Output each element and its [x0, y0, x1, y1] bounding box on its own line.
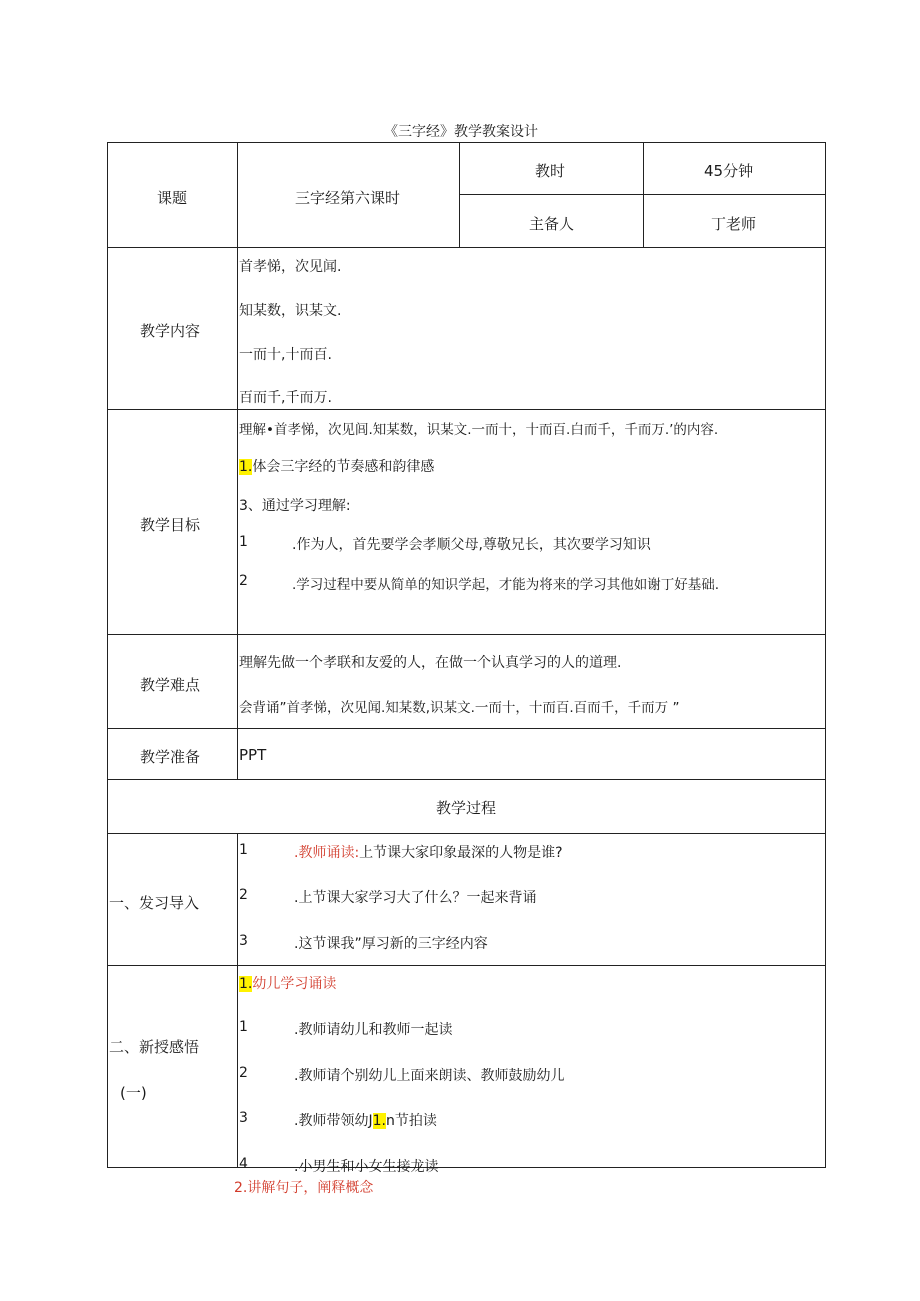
content-line: 百而千,千而万.	[239, 390, 332, 406]
new-lesson-item-highlight: 1.	[372, 1113, 386, 1129]
difficulty-line: 理解先做一个孝联和友爱的人，在做一个认真学习的人的道理.	[239, 655, 622, 671]
difficulty-label: 教学难点	[140, 676, 201, 694]
period-value: 45分钟	[704, 162, 754, 180]
new-lesson-item-number: 2	[239, 1065, 248, 1081]
goals-item-text: .学习过程中要从简单的知识学起，才能为将来的学习其他如谢丁好基础.	[292, 577, 720, 593]
new-lesson-item-number: 3	[239, 1110, 248, 1126]
new-lesson-item-part: .教师带领幼J	[294, 1113, 373, 1129]
after-table-heading: 2.讲解句子，阐释概念	[234, 1180, 374, 1196]
new-lesson-item-text: .教师请个别幼儿上面来朗读、教师鼓励幼儿	[294, 1068, 565, 1084]
preparer-label: 主备人	[529, 215, 575, 233]
goals-line-text: 体会三字经的节奏感和韵律感	[252, 459, 435, 475]
review-item-text: .上节课大家学习大了什么？一起来背诵	[294, 890, 537, 906]
document-title: 《三字经》教学教案设计	[384, 124, 538, 140]
goals-label: 教学目标	[140, 516, 201, 534]
clipped-row	[108, 1152, 828, 1175]
review-item-red: .教师诵读:	[294, 845, 360, 861]
content-line: 知某数，识某文.	[239, 303, 342, 319]
goals-highlight-number: 1.	[239, 459, 253, 475]
review-item-number: 1	[239, 842, 248, 858]
goals-item-text: .作为人，首先要学会孝顺父母,尊敬兄长，其次要学习知识	[292, 537, 651, 553]
new-lesson-sub-label: (一)	[120, 1084, 147, 1102]
new-lesson-item-number: 4	[239, 1156, 248, 1172]
new-lesson-item-number: 1	[239, 1019, 248, 1035]
new-lesson-heading-number: 1.	[239, 976, 253, 992]
new-lesson-heading-text: 幼儿学习诵读	[252, 976, 337, 992]
new-lesson-item-text: .小男生和小女生接龙读	[294, 1159, 439, 1175]
content-label: 教学内容	[140, 322, 201, 340]
new-lesson-label: 二、新授感悟	[109, 1038, 200, 1056]
content-line: 一而十,十而百.	[239, 347, 332, 363]
goals-line: 理解•首孝悌，次见闾.知某数，识某文.一而十，十而百.白而千，千而万.’的内容.	[239, 422, 719, 438]
new-lesson-item-part: n节拍读	[385, 1113, 437, 1129]
prep-value: PPT	[239, 746, 267, 764]
goals-line	[239, 456, 434, 476]
review-item-number: 3	[239, 933, 248, 949]
prep-label: 教学准备	[140, 748, 201, 766]
goals-item-number: 2	[239, 573, 248, 589]
review-item-text: .这节课我”厚习新的三字经内容	[294, 936, 488, 952]
new-lesson-item-text: .教师请幼儿和教师一起读	[294, 1022, 453, 1038]
review-item-text	[294, 842, 563, 862]
preparer-value: 丁老师	[711, 215, 757, 233]
goals-item-number: 1	[239, 534, 248, 550]
new-lesson-item-text	[294, 1110, 437, 1130]
new-lesson-heading	[239, 973, 336, 993]
content-line: 首孝悌，次见闻.	[239, 259, 342, 275]
review-label: 一、发习导入	[109, 894, 200, 912]
subject-label: 课题	[157, 189, 188, 207]
subject-value: 三字经第六课时	[295, 189, 401, 207]
difficulty-line: 会背诵”首孝悌，次见闻.知某数,识某文.一而十，十而百.百而千，千而万 ”	[239, 700, 680, 716]
review-item-rest: 上节课大家印象最深的人物是谁?	[359, 845, 563, 861]
goals-line: 3、通过学习理解:	[239, 498, 351, 514]
process-title: 教学过程	[436, 799, 497, 817]
period-label: 教时	[535, 162, 566, 180]
review-item-number: 2	[239, 887, 248, 903]
